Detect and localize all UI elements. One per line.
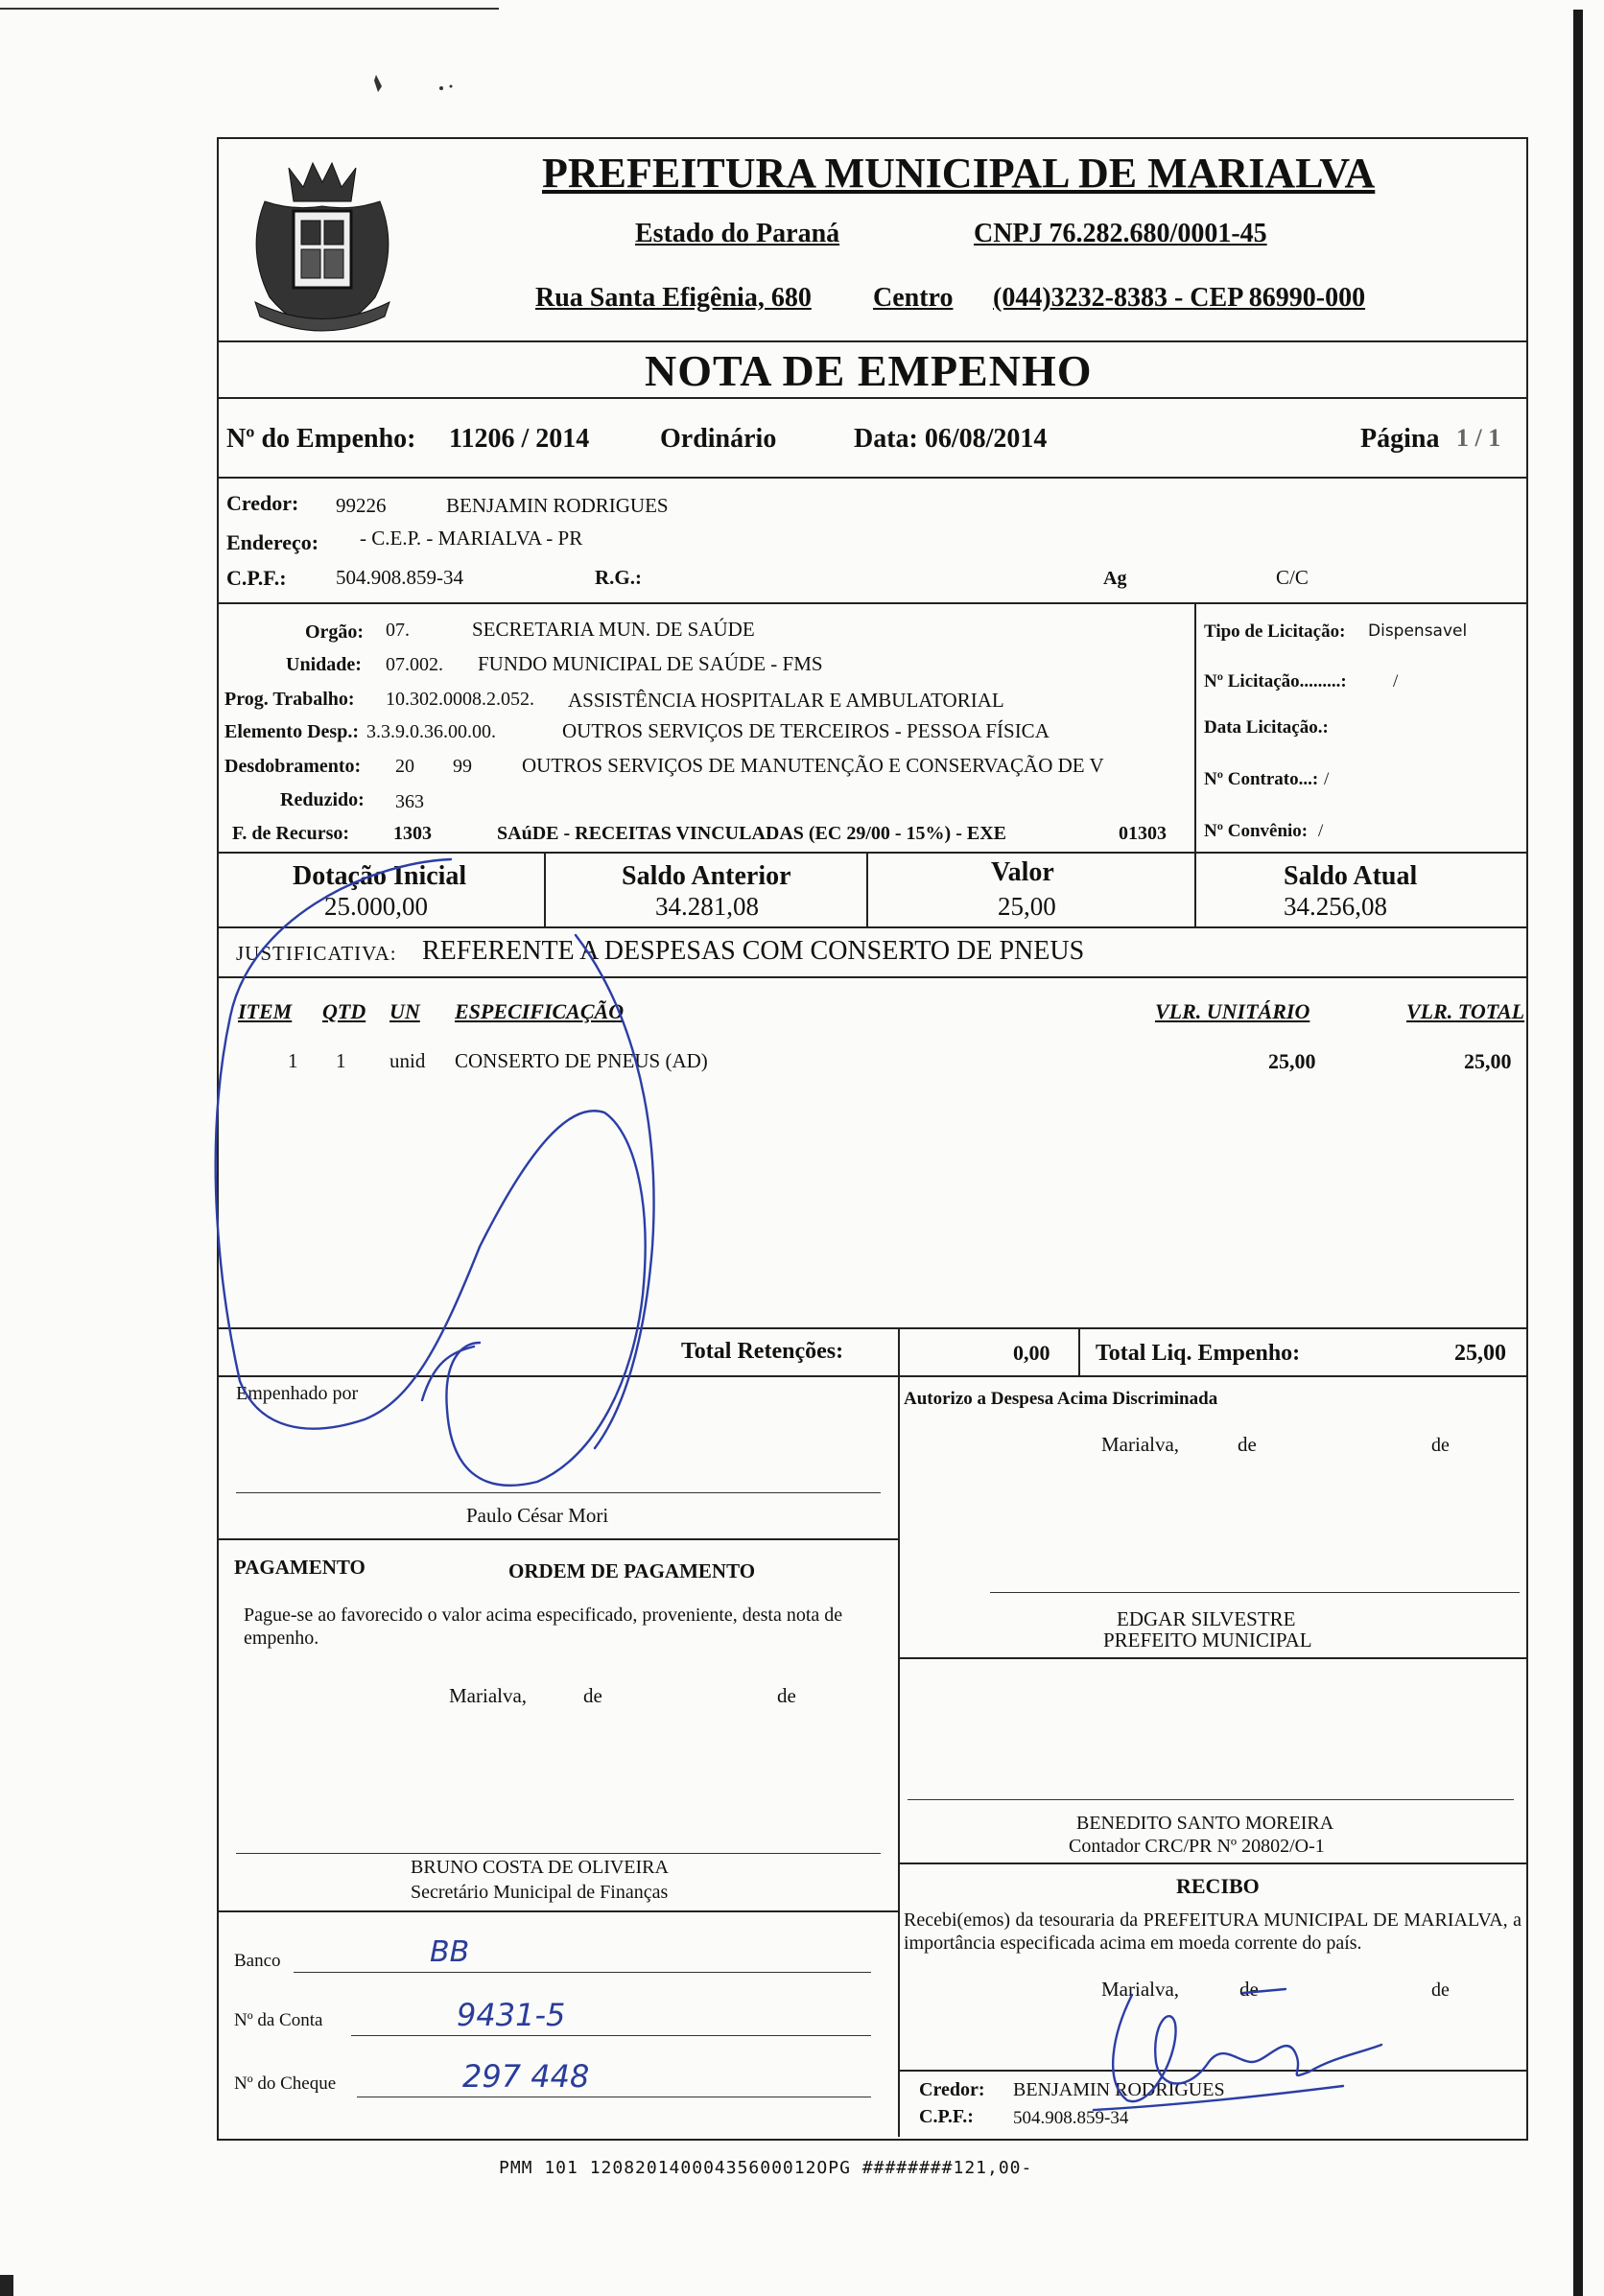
empenho-date: Data: 06/08/2014 <box>854 424 1048 454</box>
ordem-label: ORDEM DE PAGAMENTO <box>508 1559 756 1582</box>
empenho-type: Ordinário <box>660 424 777 454</box>
banco-label: Banco <box>234 1951 281 1971</box>
retencoes-label: Total Retenções: <box>681 1339 844 1364</box>
liquido-label: Total Liq. Empenho: <box>1096 1341 1301 1366</box>
prog-code: 10.302.0008.2.052. <box>386 689 534 710</box>
row-item: 1 <box>288 1049 298 1072</box>
secretario-role: Secretário Municipal de Finanças <box>411 1882 669 1903</box>
data-licitacao-label: Data Licitação.: <box>1204 717 1329 738</box>
desd-b: 99 <box>453 756 472 777</box>
recibo-cpf-label: C.P.F.: <box>919 2106 974 2127</box>
contrato: / <box>1324 769 1330 789</box>
cheque-value: 297 448 <box>462 2058 590 2095</box>
autorizo-de1: de <box>1238 1433 1257 1456</box>
atual-label: Saldo Atual <box>1284 861 1418 891</box>
recibo-cpf: 504.908.859-34 <box>1013 2108 1129 2128</box>
unidade-name: FUNDO MUNICIPAL DE SAÚDE - FMS <box>478 652 823 675</box>
row-total: 25,00 <box>1464 1049 1512 1073</box>
valor-label: Valor <box>991 857 1054 887</box>
ag-label: Ag <box>1103 568 1127 589</box>
col-un: UN <box>389 999 420 1023</box>
desd-label: Desdobramento: <box>224 756 362 777</box>
rec-code: 1303 <box>393 823 432 844</box>
signature-loop <box>216 859 646 1486</box>
col-total: VLR. TOTAL <box>1406 999 1525 1023</box>
pagamento-label: PAGAMENTO <box>234 1556 366 1579</box>
autorizo-de2: de <box>1431 1435 1450 1456</box>
endereco: - C.E.P. - MARIALVA - PR <box>360 527 583 550</box>
rec-label: F. de Recurso: <box>232 823 350 844</box>
empenhado-label: Empenhado por <box>236 1383 359 1404</box>
credor-code: 99226 <box>336 494 387 517</box>
contrato-label: Nº Contrato...: <box>1204 769 1319 789</box>
pagamento-city: Marialva, <box>449 1684 528 1707</box>
anterior-label: Saldo Anterior <box>622 861 791 891</box>
dotacao-value: 25.000,00 <box>324 892 428 921</box>
anterior-value: 34.281,08 <box>655 892 759 921</box>
prog-name: ASSISTÊNCIA HOSPITALAR E AMBULATORIAL <box>568 689 1004 712</box>
page-label: Página <box>1360 424 1440 454</box>
prefeito-role: PREFEITO MUNICIPAL <box>1103 1628 1312 1652</box>
convenio: / <box>1318 821 1324 841</box>
row-un: unid <box>389 1049 426 1072</box>
prefeitura-title: PREFEITURA MUNICIPAL DE MARIALVA <box>542 150 1376 197</box>
retencoes-value: 0,00 <box>1013 1341 1050 1365</box>
col-unit: VLR. UNITÁRIO <box>1155 999 1310 1023</box>
phone-cep: (044)3232-8383 - CEP 86990-000 <box>993 283 1366 313</box>
orgao-code: 07. <box>386 620 410 641</box>
atual-value: 34.256,08 <box>1284 892 1387 921</box>
pagamento-de2: de <box>777 1684 796 1707</box>
red-label: Reduzido: <box>280 789 365 810</box>
recibo-credor-label: Credor: <box>919 2079 985 2100</box>
prefeito-name: EDGAR SILVESTRE <box>1117 1607 1296 1630</box>
col-item: ITEM <box>238 999 293 1023</box>
elem-label: Elemento Desp.: <box>224 721 359 742</box>
orgao-label: Orgão: <box>305 621 365 643</box>
empenho-label: Nº do Empenho: <box>226 424 416 454</box>
row-qtd: 1 <box>336 1049 346 1072</box>
cnpj: CNPJ 76.282.680/0001-45 <box>974 219 1267 248</box>
elem-code: 3.3.9.0.36.00.00. <box>366 721 496 742</box>
convenio-label: Nº Convênio: <box>1204 821 1309 841</box>
justificativa-label: JUSTIFICATIVA: <box>236 942 397 965</box>
pagamento-text: Pague-se ao favorecido o valor acima especificado, proveniente, desta nota de empenho. <box>244 1605 843 1649</box>
footer-code: PMM 101 12082014000435600012OPG ########121,00- <box>499 2158 1033 2178</box>
recibo-city: Marialva, <box>1101 1978 1180 2001</box>
num-licitacao-label: Nº Licitação.........: <box>1204 671 1347 691</box>
recibo-de1: de <box>1239 1978 1259 2001</box>
banco-value: BB <box>430 1935 470 1969</box>
contador-name: BENEDITO SANTO MOREIRA <box>1076 1813 1334 1834</box>
elem-name: OUTROS SERVIÇOS DE TERCEIROS - PESSOA FÍSICA <box>562 719 1050 742</box>
doc-title: NOTA DE EMPENHO <box>645 346 1093 395</box>
tipo-licitacao: Dispensavel <box>1368 621 1468 641</box>
unidade-code: 07.002. <box>386 654 443 675</box>
liquido-value: 25,00 <box>1454 1341 1506 1366</box>
empenho-number: 11206 / 2014 <box>449 424 590 454</box>
recibo-signature-dash <box>1243 1989 1286 1993</box>
desd-name: OUTROS SERVIÇOS DE MANUTENÇÃO E CONSERVAÇÃO DE V <box>522 754 1104 777</box>
row-spec: CONSERTO DE PNEUS (AD) <box>455 1049 708 1072</box>
dotacao-label: Dotação Inicial <box>293 861 467 891</box>
rec-code2: 01303 <box>1119 823 1167 844</box>
justificativa-text: REFERENTE A DESPESAS COM CONSERTO DE PNEUS <box>422 936 1085 966</box>
page-number: 1 / 1 <box>1456 424 1501 452</box>
prog-label: Prog. Trabalho: <box>224 689 355 710</box>
col-spec: ESPECIFICAÇÃO <box>455 999 625 1023</box>
endereco-label: Endereço: <box>226 530 319 554</box>
cpf-label: C.P.F.: <box>226 566 287 590</box>
col-qtd: QTD <box>322 999 366 1023</box>
cpf: 504.908.859-34 <box>336 566 463 589</box>
recibo-text: Recebi(emos) da tesouraria da PREFEITURA MUNICIPAL DE MARIALVA, a importância especificada acima em moeda corrente do país. <box>904 1909 1521 1954</box>
conta-label: Nº da Conta <box>234 2010 323 2030</box>
recibo-signature-underline <box>1094 2086 1343 2110</box>
autorizo-city: Marialva, <box>1101 1433 1180 1456</box>
desd-a: 20 <box>395 756 414 777</box>
orgao-name: SECRETARIA MUN. DE SAÚDE <box>472 618 755 641</box>
row-unit: 25,00 <box>1268 1049 1316 1073</box>
autorizo-label: Autorizo a Despesa Acima Discriminada <box>904 1389 1218 1409</box>
recibo-title: RECIBO <box>1176 1874 1260 1898</box>
contador-role: Contador CRC/PR Nº 20802/O-1 <box>1069 1836 1325 1857</box>
unidade-label: Unidade: <box>286 654 362 675</box>
recibo-credor: BENJAMIN RODRIGUES <box>1013 2079 1225 2100</box>
address: Rua Santa Efigênia, 680 <box>535 283 812 313</box>
credor-label: Credor: <box>226 491 299 515</box>
tipo-licitacao-label: Tipo de Licitação: <box>1204 621 1346 642</box>
cc-label: C/C <box>1276 566 1309 589</box>
rec-name: SAúDE - RECEITAS VINCULADAS (EC 29/00 - 15%) - EXE <box>497 823 1006 844</box>
red-value: 363 <box>395 791 424 812</box>
credor-name: BENJAMIN RODRIGUES <box>446 494 669 517</box>
secretario-name: BRUNO COSTA DE OLIVEIRA <box>411 1857 669 1878</box>
empenhado-signer: Paulo César Mori <box>466 1504 609 1527</box>
conta-value: 9431-5 <box>457 1997 566 2033</box>
recibo-de2: de <box>1431 1980 1450 2001</box>
district: Centro <box>873 283 954 313</box>
num-licitacao: / <box>1393 671 1399 691</box>
rg-label: R.G.: <box>595 566 642 589</box>
valor-value: 25,00 <box>998 892 1056 921</box>
estado: Estado do Paraná <box>635 219 840 248</box>
pagamento-de1: de <box>583 1684 602 1707</box>
cheque-label: Nº do Cheque <box>234 2073 337 2094</box>
